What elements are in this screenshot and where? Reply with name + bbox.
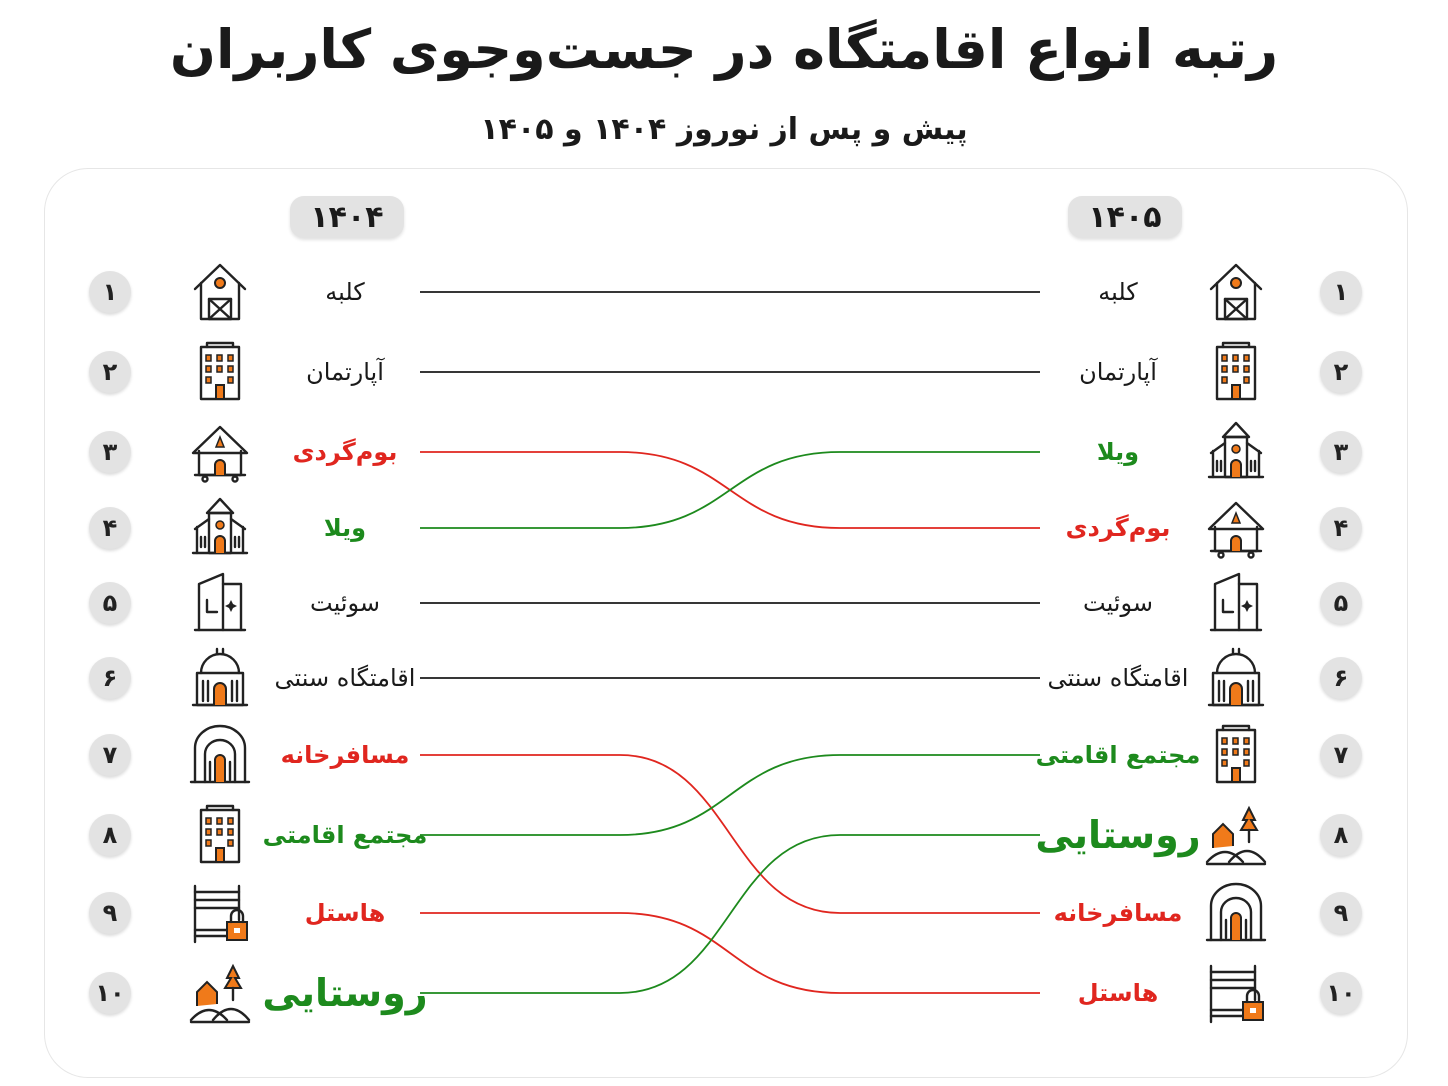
guesthouse-icon [187,722,253,788]
eco-lodge-icon [187,419,253,485]
rank-left-9: ۹ [89,892,131,934]
connector-rural-village [420,835,1040,993]
rank-left-7: ۷ [89,734,131,776]
residential-complex-icon [187,802,253,868]
rank-right-5: ۵ [1320,582,1362,624]
label-right-rural-village: روستایی [1035,813,1201,857]
rank-right-8: ۸ [1320,814,1362,856]
year-badge-right: ۱۴۰۵ [1068,196,1182,238]
label-right-suite: سوئیت [1083,589,1153,617]
connector-villa [420,452,1040,528]
label-right-cabin: کلبه [1098,278,1138,306]
rank-left-6: ۶ [89,657,131,699]
year-badge-left: ۱۴۰۴ [290,196,404,238]
rank-left-4: ۴ [89,507,131,549]
rural-village-icon [187,960,253,1026]
label-left-rural-village: روستایی [262,971,428,1015]
rank-right-10: ۱۰ [1320,972,1362,1014]
rank-right-1: ۱ [1320,271,1362,313]
label-right-villa: ویلا [1096,438,1140,466]
traditional-house-icon [187,645,253,711]
rank-left-10: ۱۰ [89,972,131,1014]
rank-right-9: ۹ [1320,892,1362,934]
label-right-guesthouse: مسافرخانه [1053,899,1183,927]
rank-left-8: ۸ [89,814,131,856]
cabin-icon [187,259,253,325]
rank-right-7: ۷ [1320,734,1362,776]
connector-guesthouse [420,755,1040,913]
label-left-suite: سوئیت [310,589,380,617]
rank-left-1: ۱ [89,271,131,313]
rank-left-2: ۲ [89,351,131,393]
hostel-bunkbed-icon [187,880,253,946]
label-left-eco-lodge: بوم‌گردی [292,438,398,466]
label-left-cabin: کلبه [325,278,365,306]
rank-left-5: ۵ [89,582,131,624]
label-right-apartment-building: آپارتمان [1079,358,1157,386]
label-left-traditional-house: اقامتگاه سنتی [274,664,416,692]
label-right-hostel-bunkbed: هاستل [1077,979,1159,1007]
connector-residential-complex [420,755,1040,835]
label-left-villa: ویلا [323,514,367,542]
suite-icon [187,570,253,636]
rank-left-3: ۳ [89,431,131,473]
label-left-guesthouse: مسافرخانه [280,741,410,769]
villa-icon [187,495,253,561]
label-right-residential-complex: مجتمع اقامتی [1035,741,1201,769]
rank-right-3: ۳ [1320,431,1362,473]
rank-right-2: ۲ [1320,351,1362,393]
rank-right-6: ۶ [1320,657,1362,699]
page-subtitle: پیش و پس از نوروز ۱۴۰۴ و ۱۴۰۵ [480,112,968,147]
label-right-eco-lodge: بوم‌گردی [1065,514,1171,542]
label-left-hostel-bunkbed: هاستل [304,899,386,927]
page-title: رتبه انواع اقامتگاه در جست‌وجوی کاربران [169,18,1279,81]
apartment-building-icon [187,339,253,405]
label-right-traditional-house: اقامتگاه سنتی [1047,664,1189,692]
label-left-apartment-building: آپارتمان [306,358,384,386]
connector-hostel-bunkbed [420,913,1040,993]
rank-right-4: ۴ [1320,507,1362,549]
label-left-residential-complex: مجتمع اقامتی [262,821,428,849]
